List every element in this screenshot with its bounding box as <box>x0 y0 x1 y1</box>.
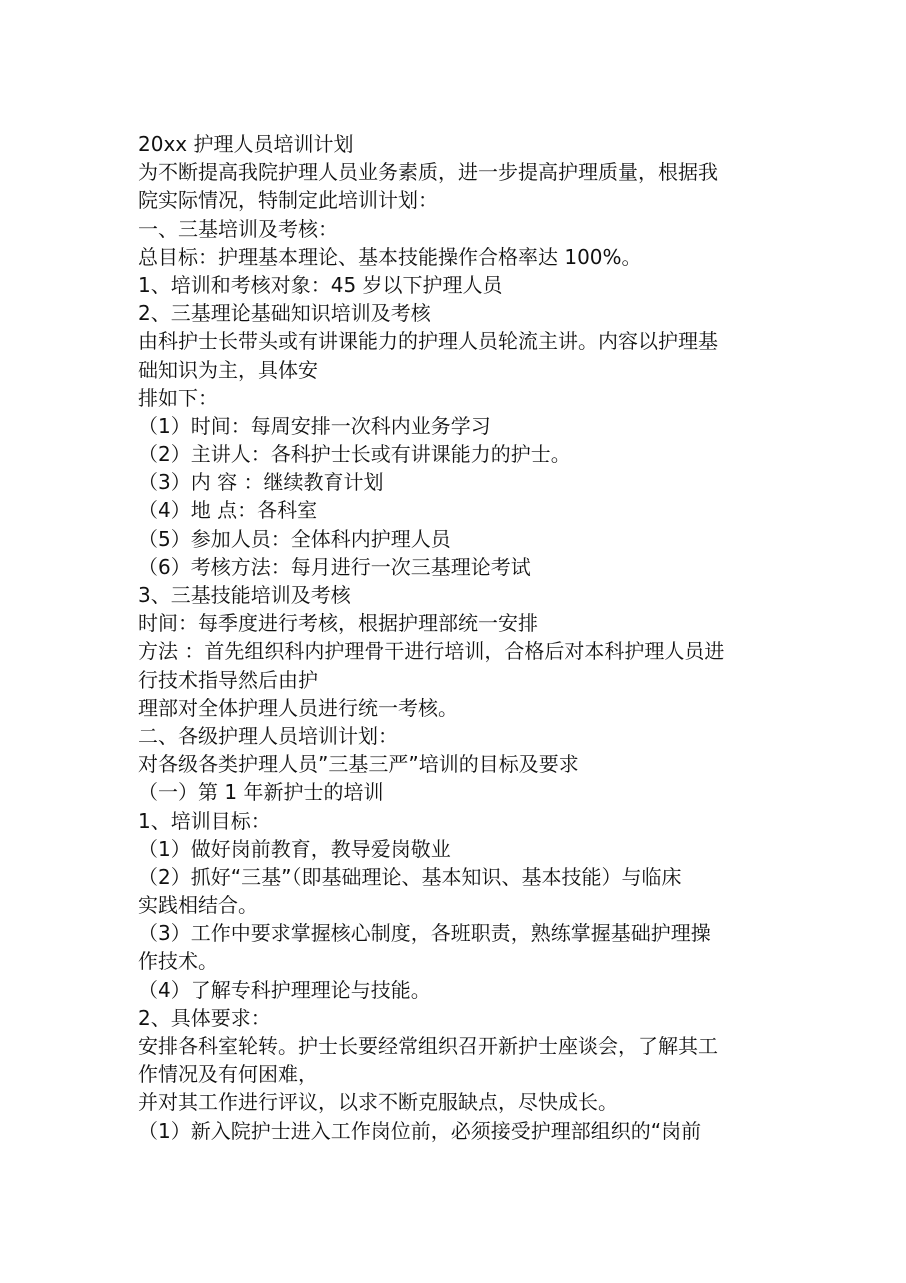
text-line: 院实际情况，特制定此培训计划： <box>138 188 438 213</box>
section-heading: 一、三基培训及考核： <box>138 216 338 241</box>
text-line: 3、三基技能培训及考核 <box>138 583 351 607</box>
list-item: （4）地 点：各科室 <box>138 498 318 523</box>
text-line: 为不断提高我院护理人员业务素质，进一步提高护理质量，根据我 <box>138 160 718 185</box>
text-line: 础知识为主，具体安 <box>138 357 318 382</box>
text-line: 1、培训目标： <box>138 808 271 833</box>
document-body <box>138 130 778 1145</box>
text-line: 排如下： <box>138 385 218 410</box>
list-item: （1）时间：每周安排一次科内业务学习 <box>138 413 491 438</box>
list-item: （6）考核方法：每月进行一次三基理论考试 <box>138 554 531 579</box>
text-line: 由科护士长带头或有讲课能力的护理人员轮流主讲。内容以护理基 <box>138 329 718 354</box>
document-title: 20xx 护理人员培训计划 <box>138 132 354 156</box>
text-line: 行技术指导然后由护 <box>138 667 318 692</box>
list-item: （3）内 容 ：继续教育计划 <box>138 470 384 495</box>
text-line: 实践相结合。 <box>138 893 258 918</box>
text-line: 安排各科室轮转。护士长要经常组织召开新护士座谈会，了解其工 <box>138 1034 718 1058</box>
list-item: （2）抓好“三基”（即基础理论、基本知识、基本技能）与临床 <box>138 864 682 889</box>
text-line: 理部对全体护理人员进行统一考核。 <box>138 695 458 720</box>
text-line: 对各级各类护理人员”三基三严”培训的目标及要求 <box>138 752 579 777</box>
text-line: 作情况及有何困难， <box>138 1062 318 1087</box>
list-item: （2）主讲人：各科护士长或有讲课能力的护士。 <box>138 442 571 467</box>
list-item: （1）新入院护士进入工作岗位前，必须接受护理部组织的“岗前 <box>138 1118 702 1143</box>
text-line: 2、三基理论基础知识培训及考核 <box>138 301 431 326</box>
text-line: （一）第 1 年新护士的培训 <box>138 780 384 805</box>
section-heading: 二、各级护理人员培训计划： <box>138 723 398 748</box>
list-item: （3）工作中要求掌握核心制度，各班职责，熟练掌握基础护理操 <box>138 921 711 946</box>
text-line: 总目标：护理基本理论、基本技能操作合格率达 100%。 <box>138 244 642 269</box>
list-item: （1）做好岗前教育，教导爱岗敬业 <box>138 836 451 861</box>
list-item: （4）了解专科护理理论与技能。 <box>138 977 431 1002</box>
text-line: 时间：每季度进行考核，根据护理部统一安排 <box>138 611 538 636</box>
text-line: 方法 ：首先组织科内护理骨干进行培训，合格后对本科护理人员进 <box>138 639 725 664</box>
text-line: 1、培训和考核对象：45 岁以下护理人员 <box>138 272 503 297</box>
text-line: 并对其工作进行评议，以求不断克服缺点，尽快成长。 <box>138 1090 618 1115</box>
text-line: 2、具体要求： <box>138 1005 271 1030</box>
list-item: （5）参加人员：全体科内护理人员 <box>138 526 451 551</box>
text-line: 作技术。 <box>138 949 218 974</box>
